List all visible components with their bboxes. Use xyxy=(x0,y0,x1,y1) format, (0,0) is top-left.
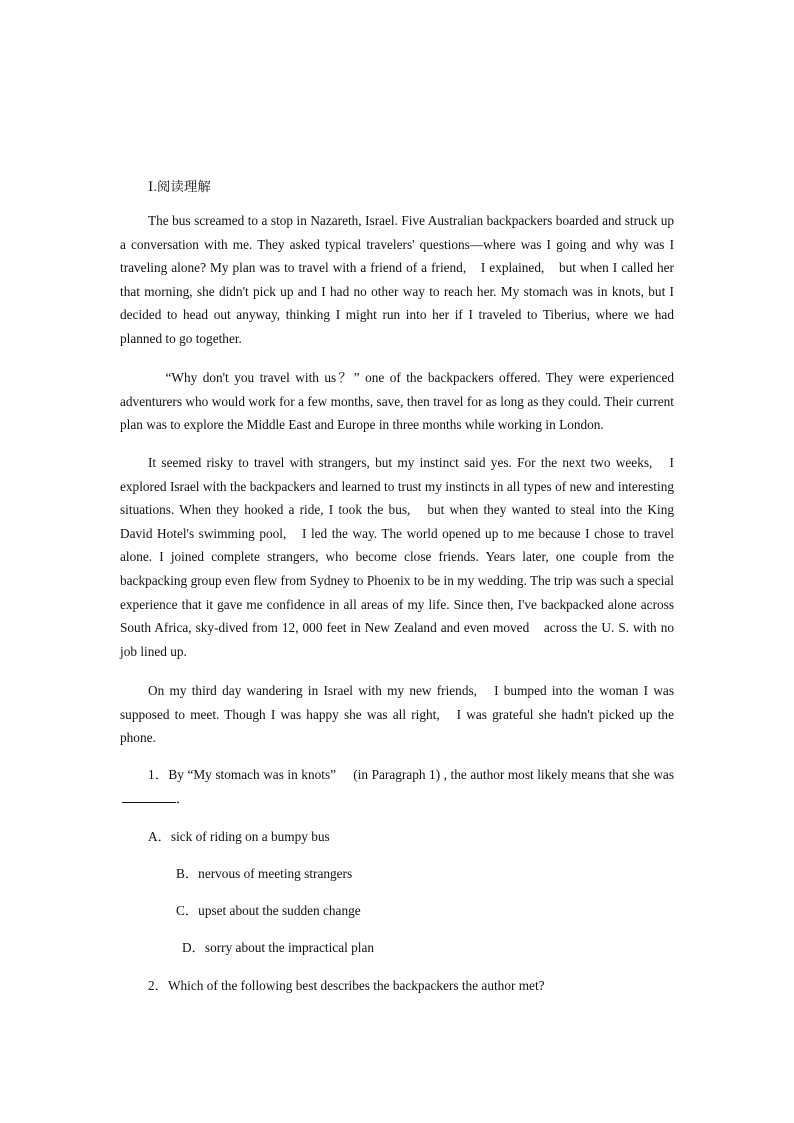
paragraph-1 xyxy=(120,209,674,351)
question-1-end: ． xyxy=(176,790,190,806)
paragraph-3 xyxy=(120,451,674,663)
option-d: D．sorry about the impractical plan xyxy=(182,940,375,955)
paragraph-3-text: It seemed risky to travel with strangers, but my instinct said yes. For the next two weeks, I explored Israel with the backpackers and learned to trust my instincts in all types of new and interesting situations. When they hooked a ride, I took the bus, but when they wanted to steal into the King David Hotel's swimming pool, I led the way. The world opened up to me because I chose to travel alone. I joined complete strangers, who become close friends. Years later, one couple from the backpacking group even flew from Sydney to Phoenix to be in my wedding. The trip was such a special experience that it gave me confidence in all areas of my life. Since then, I've backpacked alone across South Africa, sky-dived from 12, 000 feet in New Zealand and even moved across the U. S. with no job lined up. xyxy=(120,455,674,659)
section-title: Ⅰ.阅读理解 xyxy=(148,179,211,194)
paragraph-2 xyxy=(120,366,674,437)
paragraph-1-text: The bus screamed to a stop in Nazareth, Israel. Five Australian backpackers boarded and struck up a conversation with me. They asked typical travelers' questions—where was I going and why was I traveling alone? My plan was to travel with a friend of a friend, I explained, but when I called her that morning, she didn't pick up and I had no other way to reach her. My stomach was in knots, but I decided to head out anyway, thinking I might run into her if I traveled to Tiberius, where we had planned to go together. xyxy=(120,213,674,346)
question-1 xyxy=(120,763,674,810)
option-c: C．upset about the sudden change xyxy=(176,903,361,918)
question-1-stem: 1．By “My stomach was in knots” (in Paragraph 1) , the author most likely means that she was xyxy=(148,767,674,782)
question-2: 2．Which of the following best describes the backpackers the author met? xyxy=(148,978,545,993)
paragraph-2-text: “Why don't you travel with us？” one of the backpackers offered. They were experienced adventurers who would work for a few months, save, then travel for as long as they could. Their current plan was to explore the Middle East and Europe in three months while working in London. xyxy=(120,370,674,433)
option-a: A．sick of riding on a bumpy bus xyxy=(148,829,330,844)
paragraph-4 xyxy=(120,679,674,750)
answer-blank xyxy=(122,790,176,803)
paragraph-4-text: On my third day wandering in Israel with my new friends, I bumped into the woman I was supposed to meet. Though I was happy she was all right, I was grateful she hadn't picked up the phone. xyxy=(120,683,674,746)
option-b: B．nervous of meeting strangers xyxy=(176,866,353,881)
